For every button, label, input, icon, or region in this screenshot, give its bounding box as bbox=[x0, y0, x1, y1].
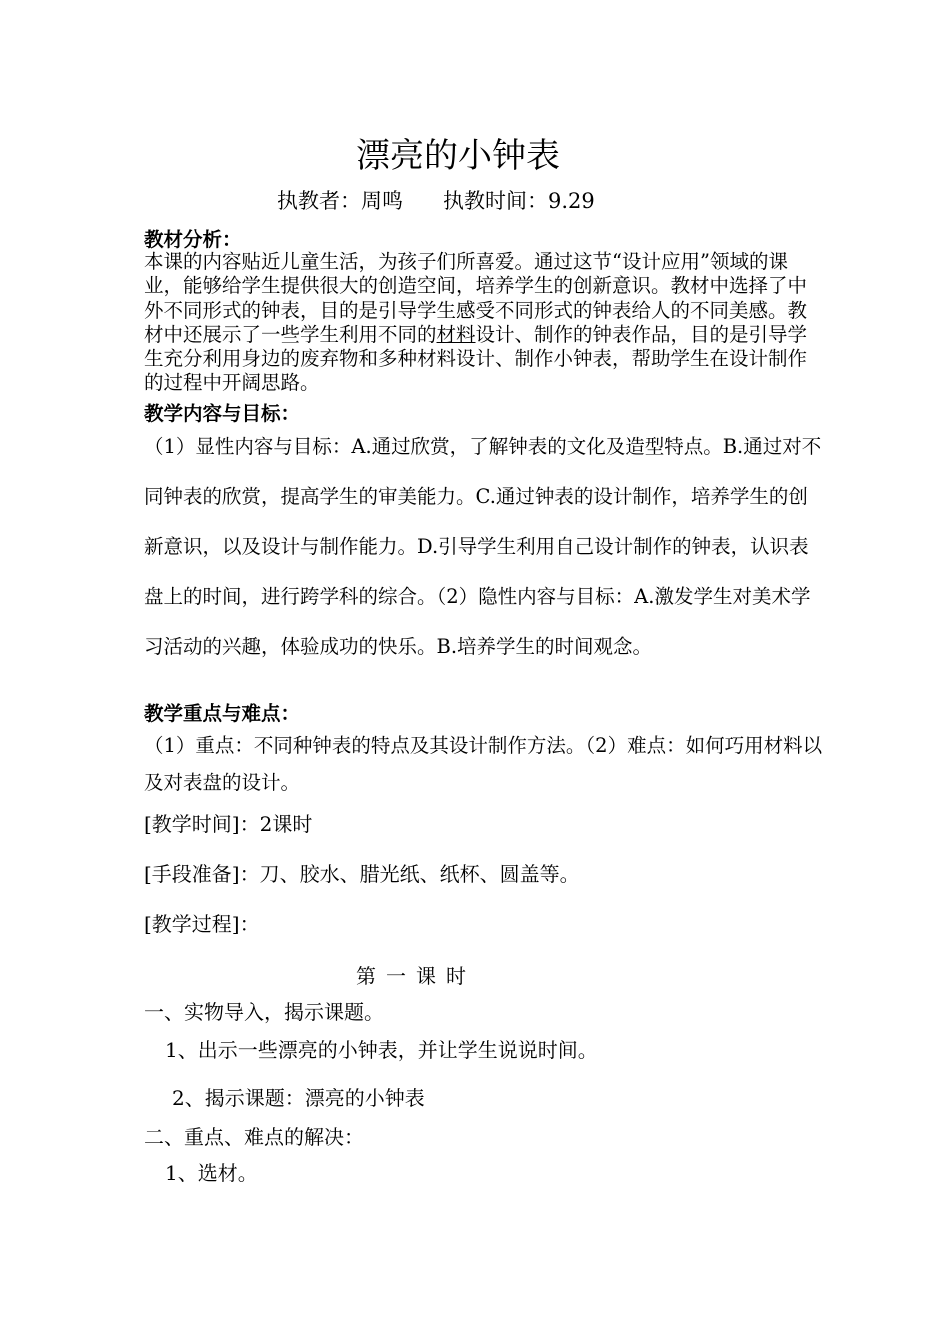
analysis-text-part: 本课的内容贴近儿童生活，为孩子们所喜爱。通过这节“设计应用”领域的课业，能够给学生提供很大的创造空间，培养学生的创新意识。教材中选择了中外不同形式的钟表，目的是引导学生感受不同形式的钟表给人的不同美感。教材中还展示了一些学生利用不同的 bbox=[144, 250, 808, 346]
step-2: 二、重点、难点的解决： bbox=[144, 1125, 364, 1149]
step-1: 一、实物导入，揭示课题。 bbox=[144, 1000, 384, 1024]
teacher-name: 执教者：周鸣 bbox=[277, 189, 403, 213]
step-1-2: 2、揭示课题：漂亮的小钟表 bbox=[172, 1086, 425, 1110]
page-title: 漂亮的小钟表 bbox=[356, 136, 560, 176]
process-heading: [教学过程]： bbox=[144, 912, 260, 936]
analysis-text bbox=[144, 250, 824, 396]
teaching-date: 执教时间：9.29 bbox=[443, 189, 595, 213]
analysis-underlined-word: 材料 bbox=[436, 322, 476, 346]
key-points-text: （1）重点：不同种钟表的特点及其设计制作方法。（2）难点：如何巧用材料以及对表盘的设计。 bbox=[144, 734, 823, 794]
step-2-1: 1、选材。 bbox=[165, 1161, 258, 1185]
lesson-meta bbox=[277, 185, 595, 215]
teaching-time: [教学时间]：2课时 bbox=[144, 812, 313, 836]
lesson-label: 第一课时 bbox=[356, 964, 476, 988]
analysis-text-part: 设计、制作的钟表作品，目的是引导学生充分利用身边的废弃物和多种材料设计、制作小钟表，帮助学生在设计制作的过程中开阔思路。 bbox=[144, 322, 808, 395]
goals-text: （1）显性内容与目标：A.通过欣赏，了解钟表的文化及造型特点。B.通过对不同钟表的欣赏，提高学生的审美能力。C.通过钟表的设计制作，培养学生的创新意识，以及设计与制作能力。D.引导学生利用自己设计制作的钟表，认识表盘上的时间，进行跨学科的综合。（2）隐性内容与目标：A.激发学生对美术学习活动的兴趣，体验成功的快乐。B.培养学生的时间观念。 bbox=[144, 435, 822, 658]
preparation: [手段准备]：刀、胶水、腊光纸、纸杯、圆盖等。 bbox=[144, 862, 580, 886]
step-1-1: 1、出示一些漂亮的小钟表，并让学生说说时间。 bbox=[165, 1038, 598, 1062]
key-points-heading: 教学重点与难点： bbox=[144, 702, 301, 725]
analysis-heading: 教材分析： bbox=[144, 228, 242, 251]
goals-heading: 教学内容与目标： bbox=[144, 402, 301, 425]
